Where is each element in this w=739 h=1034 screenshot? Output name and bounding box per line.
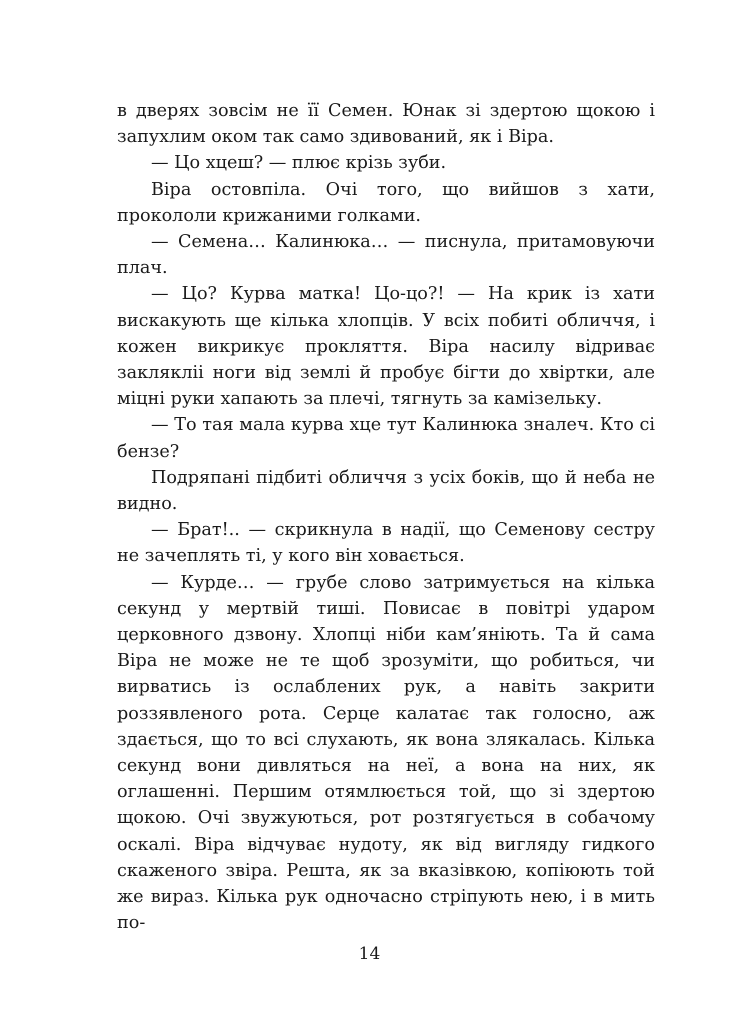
paragraph-2: — Цо хцеш? — плює крізь зуби.: [151, 153, 447, 174]
page-number: 14: [358, 944, 381, 964]
paragraph-3: Віра остовпіла. Очі того, що вийшов з хати, прокололи крижаними голками.: [117, 179, 655, 226]
paragraph-9: — Курде… — грубе слово затримується на кілька секунд у мертвій тиші. Повисає в повітрі ударом церковного дзвону. Хлопці ніби кам’яніють. Та й сама Віра не може не те щоб зрозуміти, що робиться, чи вирватись із ослаблених рук, а навіть закрити роззявленого рота. Серце калатає так голосно, аж здається, що то всі слухають, як вона злякалась. Кілька секунд вони дивляться на неї, а вона на них, як оглашенні. Першим отямлюється той, що зі здертою щокою. Очі звужуються, рот розтягується в собачому оскалі. Віра відчуває нудоту, як від вигляду гидкого скаженого звіра. Решта, як за вказівкою, копіюють той же вираз. Кілька рук одночасно стріпують нею, і в мить по-: [117, 572, 655, 934]
paragraph-7: Подряпані підбиті обличчя з усіх боків, що й неба не видно.: [117, 467, 655, 515]
paragraph-6: — То тая мала курва хце тут Калинюка зналеч. Кто сі бензе?: [117, 415, 655, 462]
paragraph-8: — Брат!.. — скрикнула в надії, що Семенову сестру не зачеплять ті, у кого він ховається.: [117, 520, 655, 567]
body-text: [117, 98, 655, 937]
paragraph-4: — Семена… Калинюка… — писнула, притамовуючи плач.: [117, 232, 655, 279]
paragraph-1: в дверях зовсім не її Семен. Юнак зі здертою щокою і запухлим оком так само здивований, як і Віра.: [117, 101, 655, 148]
paragraph-5: — Цо? Курва матка! Цо-цо?! — На крик із хати вискакують ще кілька хлопців. У всіх побиті обличчя, і кожен викрикує прокляття. Віра насилу відриває заклякліі ноги від землі й пробує бігти до хвіртки, але міцні руки хапають за плечі, тягнуть за камізельку.: [117, 284, 655, 410]
